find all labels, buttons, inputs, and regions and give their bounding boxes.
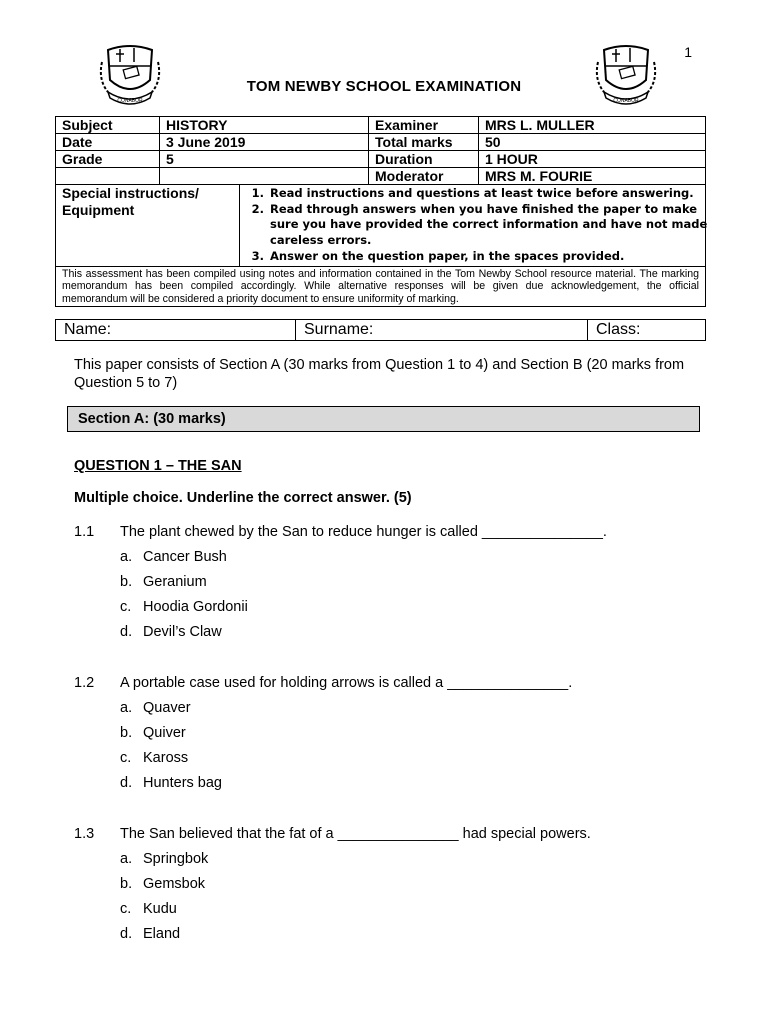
class-field[interactable]: Class: [596,321,641,338]
option-letter: b. [120,876,133,892]
surname-field[interactable]: Surname: [304,321,374,338]
option-letter: c. [120,599,132,615]
answer-option[interactable]: Cancer Bush [143,549,227,565]
date-label: Date [56,134,160,151]
answer-option[interactable]: Quaver [143,700,191,716]
answer-option[interactable]: Gemsbok [143,876,206,892]
option-letter: c. [120,750,132,766]
list-item: 2. Read through answers when you have finished the paper to make sure you have provided the correct information and have not made careless errors. [268,202,708,249]
list-item: 1. Read instructions and questions at least twice before answering. [268,186,708,202]
option-letter: a. [120,851,133,867]
moderator-label: Moderator [369,168,479,185]
question-number: 1.2 [74,675,95,691]
moderator-value: MRS M. FOURIE [479,168,706,185]
question-1-instruction: Multiple choice. Underline the correct answer. (5) [74,490,412,506]
option-letter: d. [120,926,133,942]
answer-option[interactable]: Quiver [143,725,186,741]
answer-option[interactable]: Hunters bag [143,775,222,791]
date-value: 3 June 2019 [160,134,369,151]
examiner-label: Examiner [369,117,479,134]
page-number: 1 [684,44,692,60]
question-number: 1.1 [74,524,95,540]
special-instructions-box [55,184,706,267]
list-item: 3. Answer on the question paper, in the spaces provided. [268,249,708,265]
answer-option[interactable]: Kaross [143,750,189,766]
duration-value: 1 HOUR [479,151,706,168]
option-letter: c. [120,901,132,917]
section-a-header: Section A: (30 marks) [67,406,700,432]
subject-label: Subject [56,117,160,134]
answer-option[interactable]: Springbok [143,851,209,867]
crest-motto-left: CONABOR [117,98,143,104]
school-crest-right-icon [590,40,662,108]
grade-value: 5 [160,151,369,168]
crest-motto-right: CONABOR [613,98,639,104]
option-letter: b. [120,725,133,741]
answer-option[interactable]: Hoodia Gordonii [143,599,248,615]
question-text: A portable case used for holding arrows is called a _______________. [120,675,573,691]
student-details-bar [55,319,706,341]
total-marks-value: 50 [479,134,706,151]
grade-label: Grade [56,151,160,168]
answer-option[interactable]: Geranium [143,574,207,590]
instructions-list [248,186,708,265]
divider [239,184,240,266]
table-row [56,168,706,185]
disclaimer: This assessment has been compiled using notes and information contained in the Tom Newby School resource material. The marking memorandum has been compiled accordingly. While alternative responses will be given due acknowledgement, the official memorandum will be considered a priority document to ensure uniformity of marking. [55,266,706,307]
subject-value: HISTORY [160,117,369,134]
school-crest-left-icon [94,40,166,108]
table-row [56,117,706,134]
special-instructions-label: Special instructions/ Equipment [62,185,199,218]
option-letter: a. [120,549,133,565]
question-text: The plant chewed by the San to reduce hunger is called _______________. [120,524,607,540]
table-row [56,134,706,151]
exam-title: TOM NEWBY SCHOOL EXAMINATION [246,78,522,95]
table-row [56,151,706,168]
exam-info-table [55,116,706,185]
question-number: 1.3 [74,826,95,842]
name-field[interactable]: Name: [64,321,112,338]
question-text: The San believed that the fat of a _______________ had special powers. [120,826,591,842]
answer-option[interactable]: Eland [143,926,181,942]
answer-option[interactable]: Kudu [143,901,177,917]
answer-option[interactable]: Devil’s Claw [143,624,222,640]
option-letter: a. [120,700,133,716]
duration-label: Duration [369,151,479,168]
option-letter: b. [120,574,133,590]
option-letter: d. [120,624,133,640]
option-letter: d. [120,775,133,791]
examiner-value: MRS L. MULLER [479,117,706,134]
question-1-heading: QUESTION 1 – THE SAN [74,458,242,474]
paper-intro: This paper consists of Section A (30 marks from Question 1 to 4) and Section B (20 marks from Question 5 to 7) [74,357,685,391]
total-marks-label: Total marks [369,134,479,151]
